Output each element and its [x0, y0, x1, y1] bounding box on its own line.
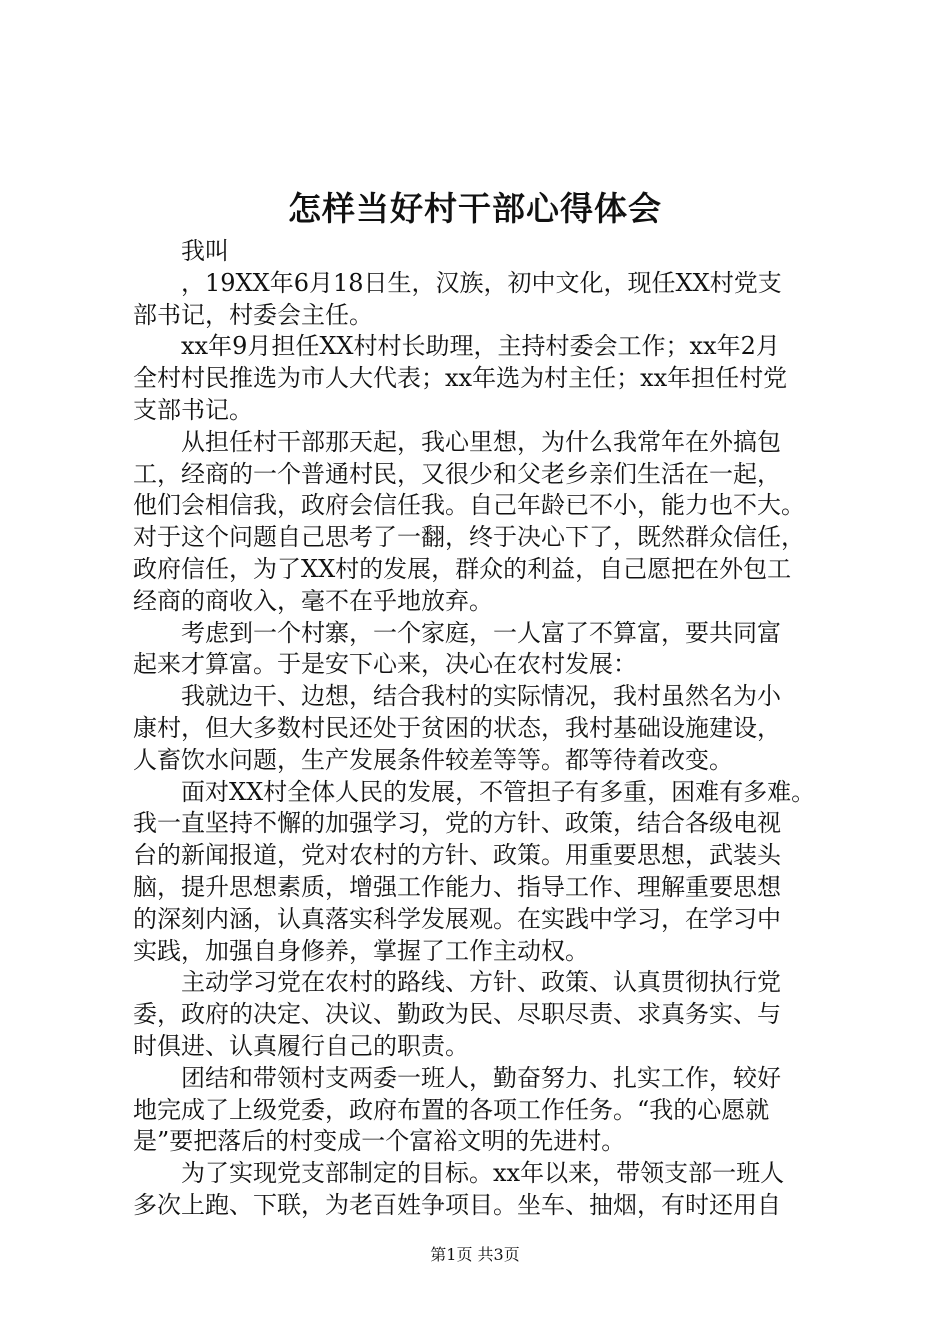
text-line: 全村村民推选为市人大代表；xx年选为村主任；xx年担任村党 [133, 364, 788, 393]
text-line: 委，政府的决定、决议、勤政为民、尽职尽责、求真务实、与 [133, 1000, 781, 1029]
text-line: 面对XX村全体人民的发展，不管担子有多重，困难有多难。 [181, 777, 816, 806]
text-line: 台的新闻报道，党对农村的方针、政策。用重要思想，武装头 [133, 841, 781, 870]
text-line: 实践，加强自身修养，掌握了工作主动权。 [133, 936, 589, 965]
text-line: 的深刻内涵，认真落实科学发展观。在实践中学习，在学习中 [133, 904, 781, 933]
text-line: 是”要把落后的村变成一个富裕文明的先进村。 [133, 1127, 626, 1156]
text-line: 多次上跑、下联，为老百姓争项目。坐车、抽烟，有时还用自 [133, 1190, 781, 1219]
text-line: xx年9月担任XX村村长助理，主持村委会工作；xx年2月 [181, 332, 780, 361]
text-line: 起来才算富。于是安下心来，决心在农村发展： [133, 650, 637, 679]
text-line: 脑，提升思想素质，增强工作能力、指导工作、理解重要思想 [133, 872, 781, 901]
document-body [133, 236, 833, 1222]
text-line: 主动学习党在农村的路线、方针、政策、认真贯彻执行党 [181, 968, 781, 997]
document-title: 怎样当好村干部心得体会 [288, 189, 662, 228]
text-line: 我就边干、边想，结合我村的实际情况，我村虽然名为小 [181, 682, 781, 711]
text-line: 部书记，村委会主任。 [133, 300, 373, 329]
text-line: 对于这个问题自己思考了一翻，终于决心下了，既然群众信任， [133, 523, 805, 552]
text-line: 工，经商的一个普通村民，又很少和父老乡亲们生活在一起， [133, 459, 781, 488]
text-line: 为了实现党支部制定的目标。xx年以来，带领支部一班人 [181, 1159, 785, 1188]
text-line: 他们会相信我，政府会信任我。自己年龄已不小，能力也不大。 [133, 491, 805, 520]
text-line: ，19XX年6月18日生，汉族，初中文化，现任XX村党支 [181, 268, 782, 297]
text-line: 政府信任，为了XX村的发展，群众的利益，自己愿把在外包工 [133, 554, 792, 583]
text-line: 地完成了上级党委，政府布置的各项工作任务。“我的心愿就 [133, 1095, 770, 1124]
text-line: 人畜饮水问题，生产发展条件较差等等。都等待着改变。 [133, 745, 733, 774]
text-line: 支部书记。 [133, 395, 253, 424]
text-line: 康村，但大多数村民还处于贫困的状态，我村基础设施建设， [133, 713, 781, 742]
text-line: 我叫 [181, 237, 229, 265]
text-line: 从担任村干部那天起，我心里想，为什么我常年在外搞包 [181, 427, 781, 456]
page-number-footer: 第1页 共3页 [430, 1245, 520, 1264]
text-line: 经商的商收入，毫不在乎地放弃。 [133, 586, 493, 615]
text-line: 时俱进、认真履行自己的职责。 [133, 1031, 469, 1060]
text-line: 考虑到一个村寨，一个家庭，一人富了不算富，要共同富 [181, 618, 781, 647]
text-line: 团结和带领村支两委一班人，勤奋努力、扎实工作，较好 [181, 1063, 781, 1092]
text-line: 我一直坚持不懈的加强学习，党的方针、政策，结合各级电视 [133, 809, 781, 838]
